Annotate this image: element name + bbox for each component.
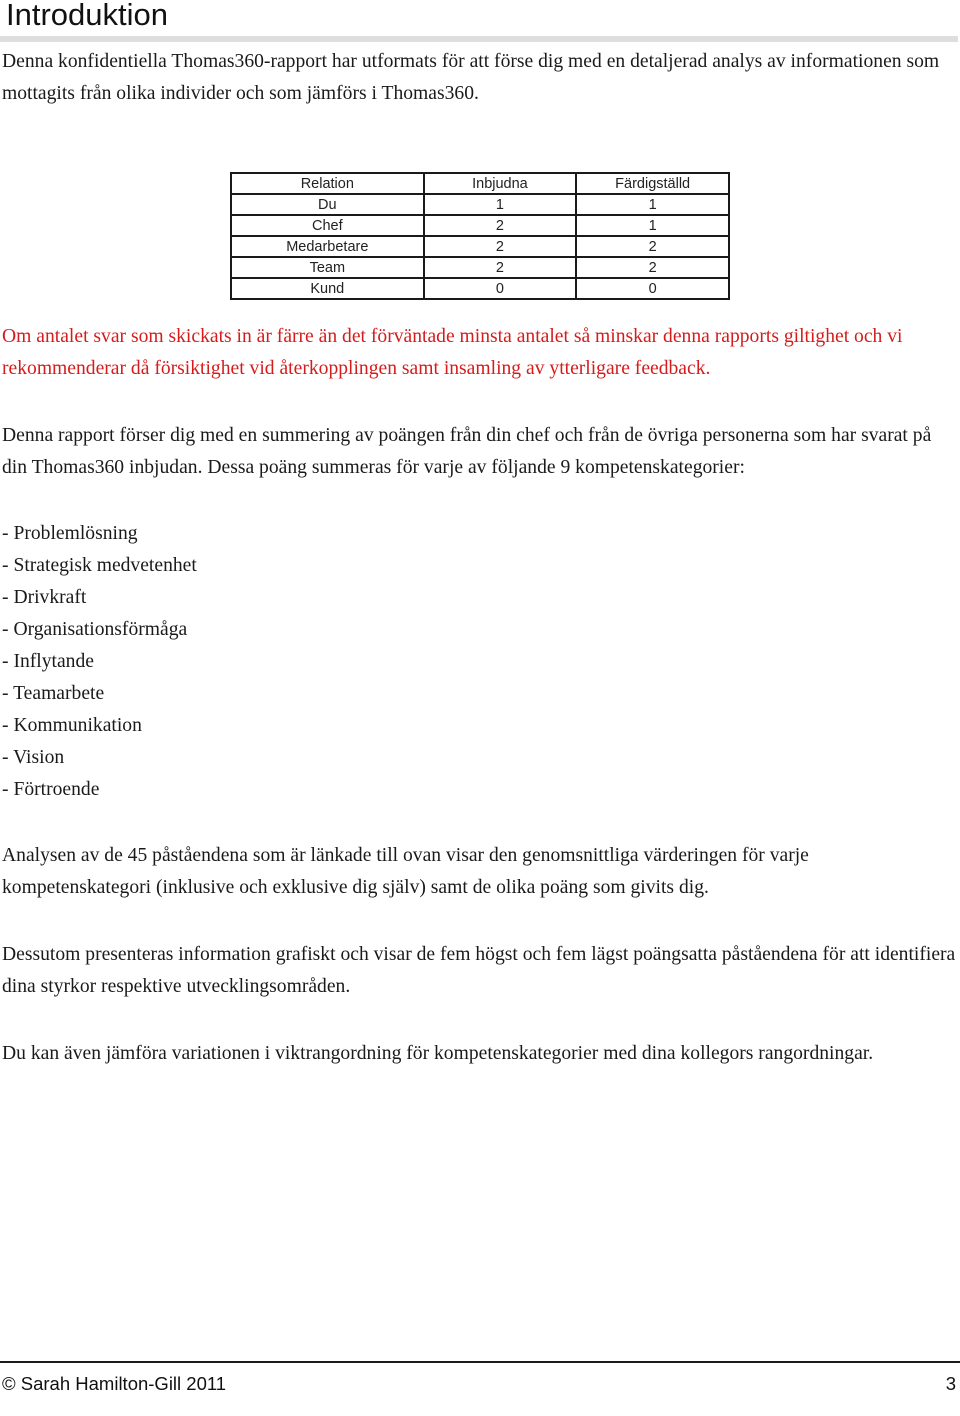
table-cell: 2 [424, 215, 577, 236]
analysis-paragraph: Analysen av de 45 påståendena som är länkade till ovan visar den genomsnittliga värderingen för varje kompetenskategori (inklusive och exklusive dig själv) samt de olika poäng som givits dig. [2, 845, 809, 898]
list-item: - Drivkraft [2, 582, 197, 614]
compare-paragraph: Du kan även jämföra variationen i viktrangordning för kompetenskategorier med dina kollegors rangordningar. [2, 1043, 874, 1064]
page-title: Introduktion [6, 0, 168, 32]
table-row [231, 236, 729, 257]
table-cell: 0 [576, 278, 729, 299]
table-row [231, 257, 729, 278]
list-item: - Förtroende [2, 774, 197, 806]
table-cell: 1 [576, 215, 729, 236]
list-item: - Vision [2, 742, 197, 774]
footer-copyright: © Sarah Hamilton-Gill 2011 [2, 1373, 227, 1394]
summary-paragraph: Denna rapport förser dig med en summering av poängen från din chef och från de övriga personerna som har svarat på din Thomas360 inbjudan. Dessa poäng summeras för varje av följande 9 kompetenskategorier: [2, 425, 932, 478]
table-cell: 2 [576, 236, 729, 257]
table-header-row [231, 173, 729, 194]
graphics-paragraph: Dessutom presenteras information grafiskt och visar de fem högst och fem lägst poängsatta påståendena för att identifiera dina styrkor respektive utvecklingsområden. [2, 944, 956, 997]
table-cell: 2 [576, 257, 729, 278]
relation-table [230, 172, 730, 300]
list-item: - Strategisk medvetenhet [2, 550, 197, 582]
table-cell: Du [231, 194, 424, 215]
table-row [231, 215, 729, 236]
table-header-cell: Inbjudna [424, 173, 577, 194]
page-number: 3 [945, 1373, 956, 1394]
table-cell: 2 [424, 236, 577, 257]
list-item: - Inflytande [2, 646, 197, 678]
list-item: - Teamarbete [2, 678, 197, 710]
table-cell: 1 [424, 194, 577, 215]
table-cell: Kund [231, 278, 424, 299]
table-cell: Chef [231, 215, 424, 236]
validity-warning: Om antalet svar som skickats in är färre än det förväntade minsta antalet så minskar denna rapports giltighet och vi rekommenderar då försiktighet vid återkopplingen samt insamling av ytterligare feedback. [2, 326, 903, 379]
competence-category-list [2, 518, 197, 806]
list-item: - Kommunikation [2, 710, 197, 742]
table-row [231, 278, 729, 299]
table-cell: Team [231, 257, 424, 278]
list-item: - Organisationsförmåga [2, 614, 197, 646]
table-cell: 0 [424, 278, 577, 299]
list-item: - Problemlösning [2, 518, 197, 550]
table-cell: 2 [424, 257, 577, 278]
heading-bar [0, 0, 958, 42]
table-cell: Medarbetare [231, 236, 424, 257]
table-row [231, 194, 729, 215]
table-header-cell: Färdigställd [576, 173, 729, 194]
footer-divider [0, 1361, 960, 1363]
table-header-cell: Relation [231, 173, 424, 194]
table-cell: 1 [576, 194, 729, 215]
intro-paragraph: Denna konfidentiella Thomas360-rapport har utformats för att förse dig med en detaljerad analys av informationen som mottagits från olika individer och som jämförs i Thomas360. [2, 51, 940, 104]
